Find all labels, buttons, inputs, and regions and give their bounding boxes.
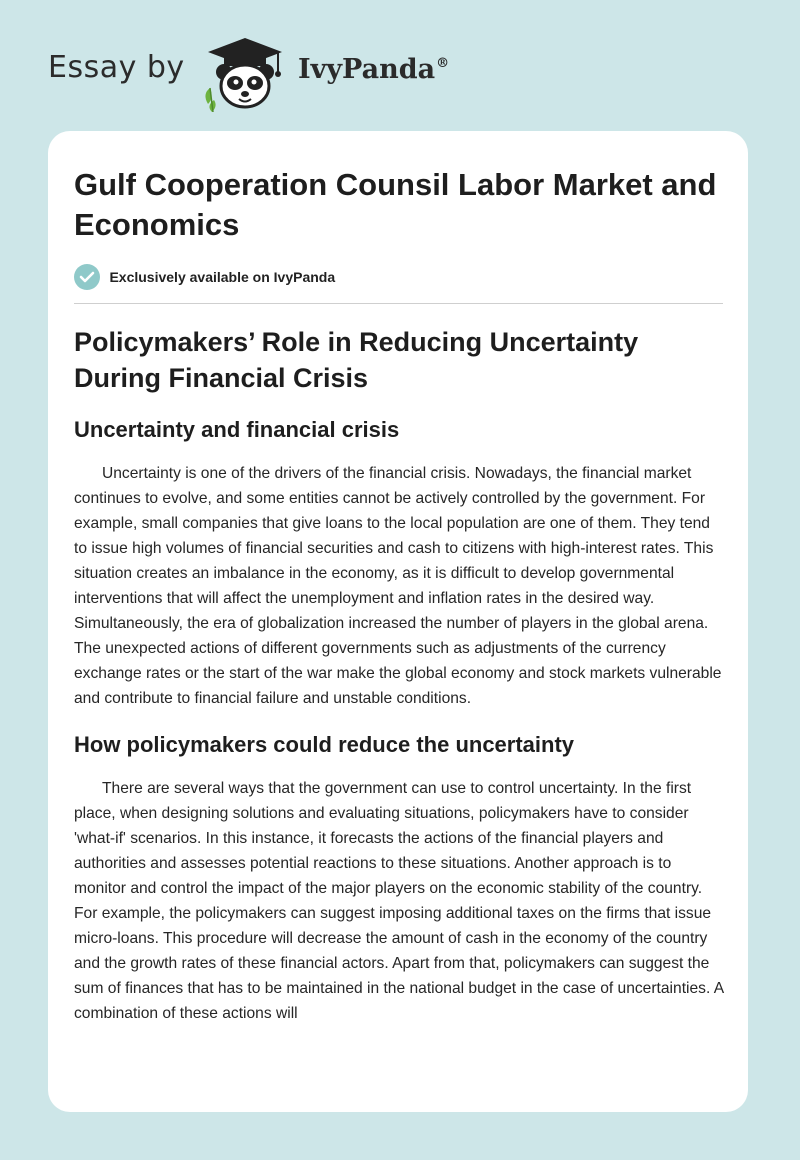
section-title: Policymakers’ Role in Reducing Uncertainty During Financial Crisis [74,327,639,393]
panda-graduate-logo-icon[interactable] [200,36,290,112]
badge-text: Exclusively available on IvyPanda [109,269,336,285]
site-header [48,36,548,108]
brand-prefix: Essay by [48,50,185,85]
brand-name[interactable] [298,54,449,85]
subheading-reduce-uncertainty: How policymakers could reduce the uncertainty [74,732,575,757]
registered-mark: ® [436,56,450,71]
essay-body [74,324,724,1026]
paragraph-reduce-uncertainty: There are several ways that the government can use to control uncertainty. In the first place, when designing solutions and evaluating situations, policymakers have to consider 'what-if' scenarios. In this instance, it forecasts the actions of the financial players and authorities and assesses potential reactions to these situations. Another approach is to monitor and control the impact of the major players on the economic stability of the country. For example, the policymakers can suggest imposing additional taxes on the firms that issue micro-loans. This procedure will decrease the amount of cash in the economy of the country and the growth rates of these financial actors. Apart from that, policymakers can suggest the sum of finances that has to be maintained in the national budget in the case of uncertainties. A combination of these actions will [74,780,724,1022]
subheading-uncertainty-crisis: Uncertainty and financial crisis [74,417,400,442]
essay-card [48,131,748,1112]
check-circle-icon [74,264,100,290]
brand-name-text: IvyPanda [298,54,436,85]
exclusive-badge [74,264,335,290]
title-divider [74,303,723,304]
essay-title: Gulf Cooperation Counsil Labor Market and Economics [74,167,717,242]
paragraph-uncertainty-crisis: Uncertainty is one of the drivers of the financial crisis. Nowadays, the financial market continues to evolve, and some entities cannot be actively controlled by the government. For example, small companies that give loans to the local population are one of them. They tend to issue high volumes of financial securities and cash to citizens with high-interest rates. This situation creates an imbalance in the economy, as it is difficult to develop governmental interventions that will affect the unemployment and inflation rates in the desired way. Simultaneously, the era of globalization increased the number of players in the global arena. The unexpected actions of different governments such as adjustments of the currency exchange rates or the start of the war make the global economy and stock markets vulnerable and contribute to financial failure and unstable conditions. [74,465,722,707]
